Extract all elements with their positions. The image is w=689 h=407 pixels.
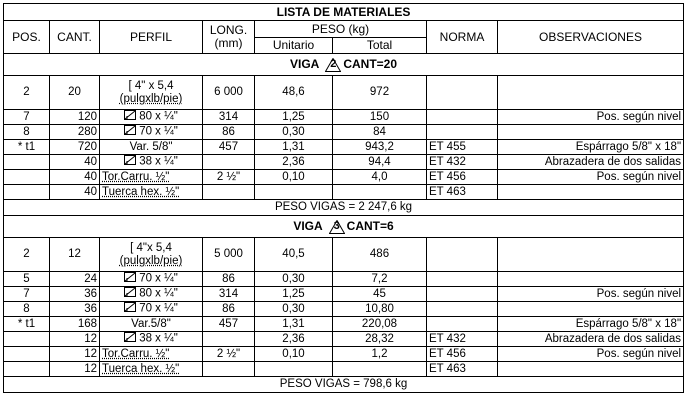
perfil-text: Var. 5/8": [129, 140, 173, 153]
cell-long: 6 000: [203, 76, 255, 110]
cell-unit: 1,25: [255, 110, 333, 125]
table-row: [4, 110, 684, 125]
table-row: [4, 332, 684, 347]
cell-total: [333, 185, 427, 200]
cell-total: [333, 362, 427, 377]
cell-long: [203, 185, 255, 200]
cell-pos: [4, 170, 50, 185]
cell-pos: 8: [4, 125, 50, 140]
perfil-text: Var.5/8": [131, 317, 171, 330]
perfil-text: Tor.Carru. ½": [102, 347, 170, 360]
cell-norma: [427, 287, 498, 302]
cell-unit: 0,10: [255, 170, 333, 185]
section-header: [4, 54, 684, 76]
section-header: [4, 216, 684, 238]
section-mark-number: 3: [333, 219, 340, 232]
cell-cant: 120: [50, 110, 100, 125]
table-title: LISTA DE MATERIALES: [4, 4, 684, 21]
header-perfil: PERFIL: [100, 21, 203, 54]
cell-cant: 720: [50, 140, 100, 155]
header-norma: NORMA: [427, 21, 498, 54]
cell-pos: 8: [4, 302, 50, 317]
perfil-text: 38 x ¼": [139, 156, 178, 169]
cell-norma: ET 432: [427, 155, 498, 170]
cell-long: [203, 155, 255, 170]
cell-cant: 12: [50, 238, 100, 272]
perfil-text: Tor.Carru. ½": [102, 170, 170, 183]
cell-long: 86: [203, 125, 255, 140]
perfil-text: Tuerca hex. ½": [102, 185, 180, 198]
cell-total: 45: [333, 287, 427, 302]
cell-cant: 20: [50, 76, 100, 110]
cell-total: 94,4: [333, 155, 427, 170]
cell-long: 5 000: [203, 238, 255, 272]
cell-norma: ET 455: [427, 140, 498, 155]
perfil-text: 80 x ¼": [139, 111, 178, 124]
cell-norma: [427, 317, 498, 332]
cell-perfil: [100, 287, 203, 302]
cell-obs: Espárrago 5/8" x 18": [498, 140, 684, 155]
cell-obs: Abrazadera de dos salidas: [498, 155, 684, 170]
cell-perfil: [100, 332, 203, 347]
cell-obs: [498, 185, 684, 200]
cell-total: 1,2: [333, 347, 427, 362]
table-row: [4, 272, 684, 287]
table-row: [4, 140, 684, 155]
cell-total: 486: [333, 238, 427, 272]
table-row: [4, 362, 684, 377]
cell-long: 86: [203, 302, 255, 317]
section-total-weight: PESO VIGAS = 2 247,6 kg: [4, 200, 684, 216]
cell-pos: [4, 332, 50, 347]
cell-perfil: [100, 110, 203, 125]
cell-long: 457: [203, 140, 255, 155]
cell-cant: 40: [50, 170, 100, 185]
header-long-label: LONG.: [209, 23, 248, 38]
cell-obs: Pos. según nivel: [498, 170, 684, 185]
cell-unit: [255, 185, 333, 200]
section-title-label: VIGA: [293, 218, 323, 233]
cell-unit: 2,36: [255, 155, 333, 170]
table-row: [4, 170, 684, 185]
table-row: [4, 76, 684, 110]
header-long-unit: (mm): [214, 36, 243, 50]
cell-perfil: [100, 317, 203, 332]
perfil-text: 80 x ¼": [139, 288, 178, 301]
cell-total: 84: [333, 125, 427, 140]
cell-long: [203, 362, 255, 377]
cell-cant: 24: [50, 272, 100, 287]
cell-cant: 12: [50, 332, 100, 347]
cell-total: 4,0: [333, 170, 427, 185]
section-footer: [4, 377, 684, 393]
cell-obs: [498, 272, 684, 287]
cell-unit: 1,31: [255, 140, 333, 155]
cell-obs: [498, 125, 684, 140]
cell-obs: [498, 302, 684, 317]
cell-perfil: [100, 185, 203, 200]
header-obs: OBSERVACIONES: [498, 21, 684, 54]
cell-unit: 0,30: [255, 302, 333, 317]
perfil-text: 38 x ¼": [139, 333, 178, 346]
cell-cant: 12: [50, 347, 100, 362]
cell-norma: ET 432: [427, 332, 498, 347]
cell-cant: 36: [50, 287, 100, 302]
perfil-text: Tuerca hex. ½": [102, 362, 180, 375]
table-row: [4, 302, 684, 317]
table-row: [4, 347, 684, 362]
perfil-text: 70 x ¼": [139, 126, 178, 139]
cell-unit: 0,30: [255, 272, 333, 287]
cell-pos: 7: [4, 110, 50, 125]
cell-perfil: [100, 347, 203, 362]
section-title-label: VIGA: [290, 56, 320, 71]
cell-cant: 280: [50, 125, 100, 140]
cell-perfil: [100, 170, 203, 185]
cell-perfil: [100, 155, 203, 170]
section-total-weight: PESO VIGAS = 798,6 kg: [4, 377, 684, 393]
header-long: [203, 21, 255, 54]
cell-unit: [255, 362, 333, 377]
angle-profile-icon: [124, 302, 136, 315]
cell-norma: [427, 272, 498, 287]
cell-cant: 40: [50, 185, 100, 200]
header-pos: POS.: [4, 21, 50, 54]
table-row: [4, 125, 684, 140]
cell-obs: Pos. según nivel: [498, 287, 684, 302]
angle-profile-icon: [124, 332, 136, 345]
cell-norma: [427, 76, 498, 110]
cell-unit: 0,30: [255, 125, 333, 140]
cell-pos: [4, 347, 50, 362]
cell-total: 10,80: [333, 302, 427, 317]
cell-unit: 1,25: [255, 287, 333, 302]
section-title: [4, 216, 684, 238]
cell-unit: 2,36: [255, 332, 333, 347]
cell-unit: 40,5: [255, 238, 333, 272]
section-cant-label: CANT=20: [343, 56, 398, 71]
section-title: [4, 54, 684, 76]
cell-obs: Pos. según nivel: [498, 110, 684, 125]
cell-perfil: [100, 140, 203, 155]
angle-profile-icon: [124, 155, 136, 168]
angle-profile-icon: [124, 125, 136, 138]
cell-long: 457: [203, 317, 255, 332]
cell-total: 220,08: [333, 317, 427, 332]
section-footer: [4, 200, 684, 216]
cell-unit: 48,6: [255, 76, 333, 110]
cell-norma: ET 456: [427, 170, 498, 185]
cell-pos: [4, 155, 50, 170]
cell-norma: ET 456: [427, 347, 498, 362]
cell-unit: 0,10: [255, 347, 333, 362]
cell-pos: * t1: [4, 140, 50, 155]
cell-obs: [498, 362, 684, 377]
cell-perfil: [100, 76, 203, 110]
cell-long: 86: [203, 272, 255, 287]
cell-long: [203, 332, 255, 347]
cell-long: 314: [203, 110, 255, 125]
cell-obs: Espárrago 5/8" x 18": [498, 317, 684, 332]
table-row: [4, 238, 684, 272]
cell-obs: [498, 76, 684, 110]
cell-cant: 12: [50, 362, 100, 377]
cell-pos: [4, 362, 50, 377]
cell-long: 2 ½": [203, 170, 255, 185]
cell-perfil: [100, 272, 203, 287]
cell-perfil: [100, 362, 203, 377]
cell-perfil: [100, 302, 203, 317]
cell-cant: 36: [50, 302, 100, 317]
cell-total: 150: [333, 110, 427, 125]
header-cant: CANT.: [50, 21, 100, 54]
cell-total: 943,2: [333, 140, 427, 155]
cell-unit: 1,31: [255, 317, 333, 332]
cell-obs: [498, 238, 684, 272]
cell-perfil: [100, 238, 203, 272]
angle-profile-icon: [124, 287, 136, 300]
angle-profile-icon: [124, 110, 136, 123]
cell-total: 972: [333, 76, 427, 110]
cell-total: 7,2: [333, 272, 427, 287]
cell-obs: Pos. según nivel: [498, 347, 684, 362]
perfil-line-1: [ 4"x 5,4: [130, 242, 172, 255]
section-mark-triangle-icon: [325, 58, 341, 72]
cell-pos: 5: [4, 272, 50, 287]
cell-norma: [427, 302, 498, 317]
perfil-text: 70 x ¼": [139, 303, 178, 316]
table-row: [4, 287, 684, 302]
cell-norma: [427, 238, 498, 272]
table-row: [4, 185, 684, 200]
cell-obs: Abrazadera de dos salidas: [498, 332, 684, 347]
perfil-line-2: (pulgxlb/pie): [119, 92, 183, 105]
perfil-text: 70 x ¼": [139, 273, 178, 286]
table-row: [4, 155, 684, 170]
perfil-line-1: [ 4" x 5,4: [128, 80, 174, 93]
cell-long: 2 ½": [203, 347, 255, 362]
cell-norma: [427, 110, 498, 125]
materials-table: [3, 3, 684, 393]
perfil-line-2: (pulgxlb/pie): [119, 254, 183, 267]
cell-perfil: [100, 125, 203, 140]
angle-profile-icon: [124, 272, 136, 285]
cell-norma: ET 463: [427, 185, 498, 200]
cell-norma: ET 463: [427, 362, 498, 377]
cell-cant: 168: [50, 317, 100, 332]
cell-total: 28,32: [333, 332, 427, 347]
section-mark-triangle-icon: [329, 220, 345, 234]
cell-long: 314: [203, 287, 255, 302]
cell-pos: 7: [4, 287, 50, 302]
cell-pos: * t1: [4, 317, 50, 332]
header-peso: PESO (kg): [255, 21, 427, 38]
cell-pos: 2: [4, 76, 50, 110]
cell-pos: 2: [4, 238, 50, 272]
cell-norma: [427, 125, 498, 140]
section-mark-number: 2: [330, 57, 337, 70]
cell-pos: [4, 185, 50, 200]
header-total: Total: [333, 38, 427, 54]
cell-cant: 40: [50, 155, 100, 170]
table-row: [4, 317, 684, 332]
header-unitario: Unitario: [255, 38, 333, 54]
section-cant-label: CANT=6: [346, 218, 394, 233]
